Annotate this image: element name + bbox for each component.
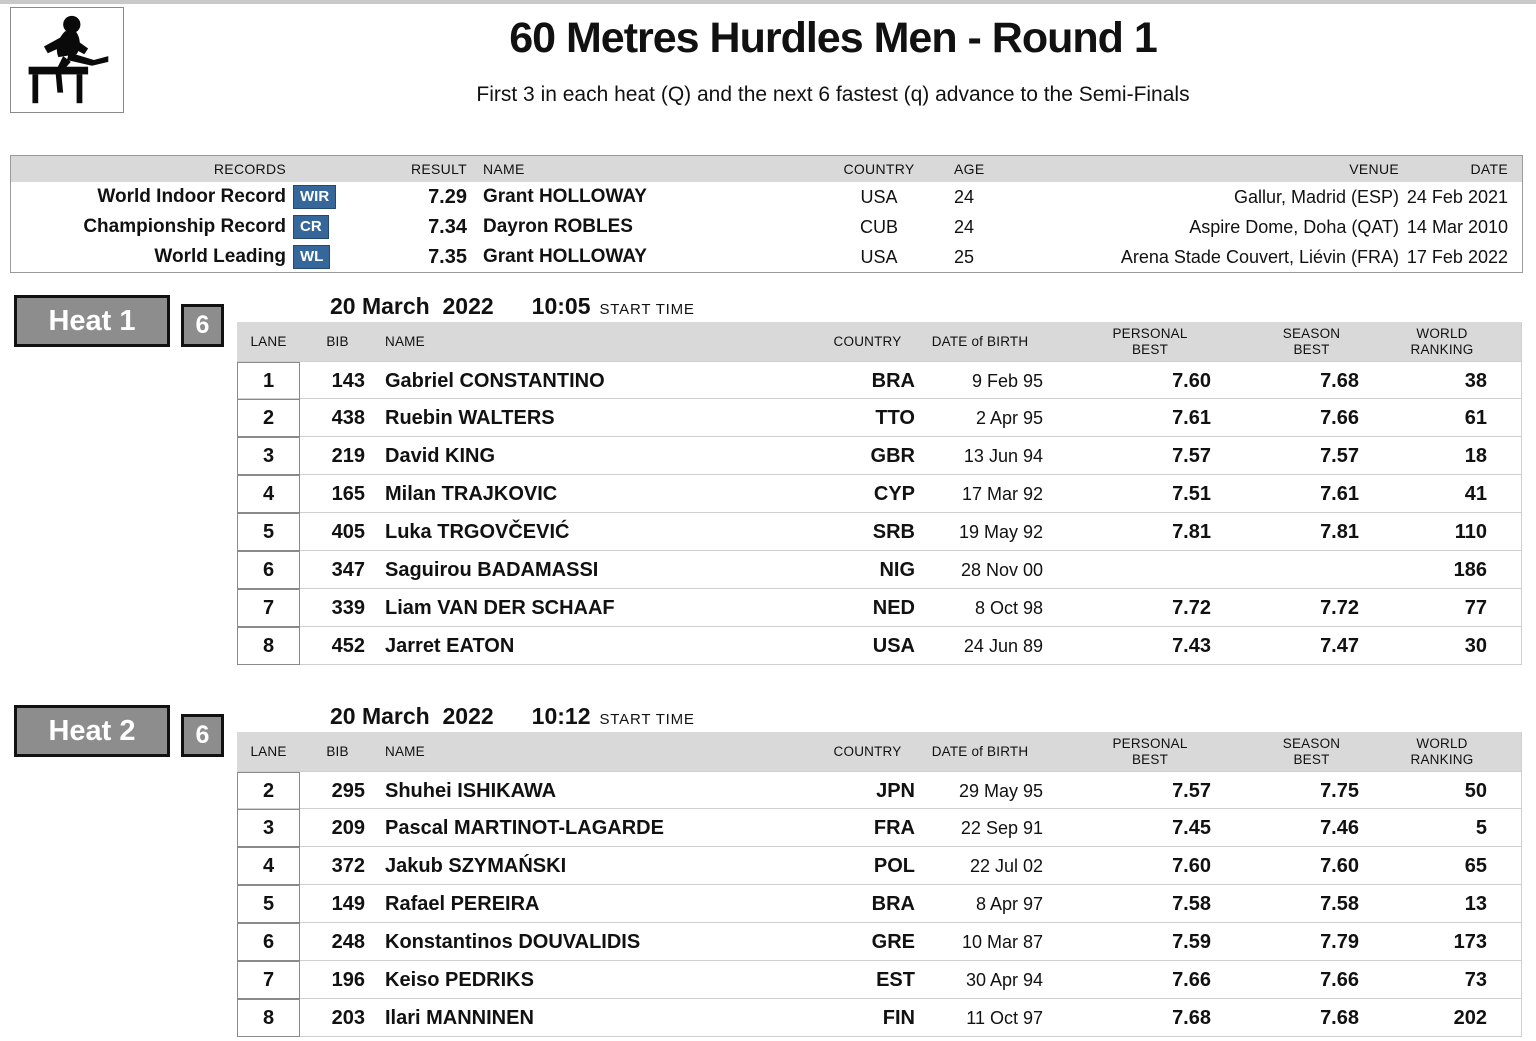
record-badge: WIR — [293, 185, 336, 209]
records-header-result: RESULT — [411, 161, 467, 177]
table-row — [237, 771, 1521, 809]
cell-bib: 149 — [331, 892, 365, 915]
record-result: 7.34 — [428, 215, 467, 238]
table-row — [237, 923, 1521, 961]
records-header-row — [11, 156, 1522, 182]
col-header-season-best — [1215, 326, 1363, 358]
cell-personal-best: 7.72 — [1172, 596, 1211, 619]
cell-world-ranking: 65 — [1464, 854, 1487, 877]
col-header-season-best-line1: SEASON — [1282, 735, 1341, 751]
cell-personal-best: 7.45 — [1172, 816, 1211, 839]
cell-bib: 209 — [331, 816, 365, 839]
cell-personal-best: 7.59 — [1172, 930, 1211, 953]
records-header-records: RECORDS — [213, 161, 286, 177]
cell-athlete-name: Pascal MARTINOT-LAGARDE — [385, 816, 664, 839]
hurdler-icon — [19, 12, 115, 108]
cell-date-of-birth: 22 Jul 02 — [969, 855, 1043, 876]
records-header-name: NAME — [483, 161, 525, 177]
cell-date-of-birth: 13 Jun 94 — [963, 445, 1043, 466]
col-header-country: COUNTRY — [833, 334, 902, 349]
cell-country: NIG — [879, 558, 915, 581]
cell-athlete-name: Gabriel CONSTANTINO — [385, 369, 605, 392]
record-label: Championship Record — [83, 216, 286, 237]
cell-world-ranking: 186 — [1453, 558, 1487, 581]
cell-lane: 6 — [237, 551, 300, 589]
heat-1-table-body — [237, 361, 1521, 665]
col-header-personal-best-line2: BEST — [1131, 341, 1169, 357]
heat-2-badge-box — [181, 714, 224, 757]
table-row — [237, 885, 1521, 923]
col-header-season-best-line2: BEST — [1293, 341, 1330, 357]
cell-personal-best: 7.61 — [1172, 406, 1211, 429]
cell-season-best: 7.81 — [1320, 520, 1359, 543]
heat-1-badge-glyph: 6 — [195, 311, 210, 339]
heat-2-label-box — [14, 705, 170, 757]
cell-lane: 4 — [237, 847, 300, 885]
top-divider — [0, 0, 1536, 4]
page-title: 60 Metres Hurdles Men - Round 1 — [509, 14, 1157, 62]
cell-lane: 3 — [237, 809, 300, 847]
cell-lane: 4 — [237, 475, 300, 513]
cell-season-best: 7.46 — [1320, 816, 1359, 839]
record-country: USA — [860, 246, 898, 267]
cell-country: CYP — [873, 482, 915, 505]
record-badge: CR — [293, 215, 329, 239]
record-badge-cell — [286, 245, 346, 269]
cell-season-best: 7.66 — [1320, 968, 1359, 991]
record-row — [11, 212, 1522, 242]
heat-1-label: Heat 1 — [48, 304, 136, 337]
cell-personal-best: 7.60 — [1172, 369, 1211, 392]
cell-country: SRB — [872, 520, 915, 543]
cell-athlete-name: Ruebin WALTERS — [385, 406, 555, 429]
cell-date-of-birth: 8 Apr 97 — [975, 893, 1043, 914]
cell-season-best: 7.75 — [1320, 779, 1359, 802]
cell-world-ranking: 173 — [1453, 930, 1487, 953]
heat-2-label: Heat 2 — [48, 714, 136, 747]
cell-personal-best: 7.60 — [1172, 854, 1211, 877]
record-label: World Indoor Record — [97, 186, 286, 207]
cell-world-ranking: 38 — [1464, 369, 1487, 392]
cell-bib: 295 — [331, 779, 365, 802]
table-row — [237, 589, 1521, 627]
cell-personal-best: 7.57 — [1172, 779, 1211, 802]
cell-date-of-birth: 24 Jun 89 — [963, 635, 1043, 656]
cell-bib: 143 — [331, 369, 365, 392]
cell-bib: 196 — [331, 968, 365, 991]
heat-2-start-time-label: START TIME — [599, 711, 695, 728]
cell-personal-best: 7.51 — [1172, 482, 1211, 505]
cell-personal-best: 7.68 — [1172, 1006, 1211, 1029]
table-row — [237, 399, 1521, 437]
heat-2-start-time: 10:12 — [531, 703, 591, 729]
cell-lane: 2 — [237, 399, 300, 437]
cell-date-of-birth: 19 May 92 — [958, 521, 1043, 542]
cell-season-best: 7.79 — [1320, 930, 1359, 953]
col-header-world-ranking-line2: RANKING — [1410, 341, 1474, 357]
col-header-name: NAME — [385, 334, 425, 349]
cell-country: NED — [872, 596, 915, 619]
cell-country: POL — [873, 854, 915, 877]
heat-1-meta — [330, 293, 695, 320]
col-header-dob: DATE of BIRTH — [931, 334, 1029, 349]
cell-lane: 8 — [237, 627, 300, 665]
heat-2-badge-glyph: 6 — [195, 721, 210, 749]
col-header-personal-best — [1045, 326, 1215, 358]
cell-country: TTO — [875, 406, 915, 429]
heat-1-table — [237, 322, 1522, 665]
cell-athlete-name: Konstantinos DOUVALIDIS — [385, 930, 641, 953]
record-athlete-name: Grant HOLLOWAY — [483, 186, 647, 207]
cell-season-best: 7.68 — [1320, 369, 1359, 392]
cell-athlete-name: Shuhei ISHIKAWA — [385, 779, 557, 802]
cell-season-best: 7.60 — [1320, 854, 1359, 877]
cell-personal-best: 7.58 — [1172, 892, 1211, 915]
cell-world-ranking: 61 — [1464, 406, 1487, 429]
record-result: 7.29 — [428, 185, 467, 208]
record-athlete-name: Dayron ROBLES — [483, 216, 633, 237]
record-venue: Aspire Dome, Doha (QAT) — [1189, 216, 1399, 237]
cell-date-of-birth: 22 Sep 91 — [960, 817, 1043, 838]
cell-country: USA — [872, 634, 915, 657]
cell-date-of-birth: 2 Apr 95 — [975, 407, 1043, 428]
cell-world-ranking: 18 — [1464, 444, 1487, 467]
heat-1-label-box — [14, 295, 170, 347]
col-header-world-ranking — [1363, 736, 1521, 768]
record-date: 17 Feb 2022 — [1406, 246, 1508, 267]
cell-date-of-birth: 8 Oct 98 — [974, 597, 1043, 618]
cell-date-of-birth: 11 Oct 97 — [966, 1007, 1043, 1028]
col-header-personal-best-line1: PERSONAL — [1112, 325, 1188, 341]
cell-season-best: 7.61 — [1320, 482, 1359, 505]
record-date: 14 Mar 2010 — [1406, 216, 1508, 237]
col-header-season-best-line1: SEASON — [1282, 325, 1341, 341]
records-header-venue: VENUE — [1349, 161, 1399, 177]
heat-2-table-body — [237, 771, 1521, 1037]
cell-world-ranking: 73 — [1464, 968, 1487, 991]
records-header-date: DATE — [1470, 161, 1508, 177]
col-header-world-ranking — [1363, 326, 1521, 358]
records-table — [10, 155, 1523, 273]
cell-lane: 5 — [237, 885, 300, 923]
cell-world-ranking: 30 — [1464, 634, 1487, 657]
cell-world-ranking: 110 — [1454, 520, 1487, 543]
cell-personal-best: 7.81 — [1172, 520, 1211, 543]
table-row — [237, 809, 1521, 847]
col-header-personal-best-line2: BEST — [1131, 751, 1169, 767]
cell-personal-best: 7.57 — [1172, 444, 1211, 467]
cell-date-of-birth: 10 Mar 87 — [961, 931, 1043, 952]
records-header-country: COUNTRY — [843, 161, 915, 177]
page-subtitle: First 3 in each heat (Q) and the next 6 fastest (q) advance to the Semi-Finals — [476, 83, 1190, 106]
record-age: 25 — [954, 246, 975, 267]
cell-world-ranking: 77 — [1464, 596, 1487, 619]
cell-world-ranking: 41 — [1464, 482, 1487, 505]
table-row — [237, 999, 1521, 1037]
table-row — [237, 475, 1521, 513]
cell-bib: 372 — [331, 854, 365, 877]
record-badge: WL — [293, 245, 330, 269]
table-row — [237, 437, 1521, 475]
event-icon-box — [10, 7, 124, 113]
table-row — [237, 847, 1521, 885]
record-country: USA — [860, 186, 898, 207]
col-header-world-ranking-line1: WORLD — [1416, 735, 1468, 751]
record-country: CUB — [859, 216, 898, 237]
col-header-lane: LANE — [250, 334, 287, 349]
records-header-age: AGE — [954, 161, 985, 177]
cell-country: JPN — [876, 779, 915, 802]
cell-season-best: 7.57 — [1320, 444, 1359, 467]
heat-2-table — [237, 732, 1522, 1037]
heat-1-start-time: 10:05 — [531, 293, 591, 319]
cell-country: GRE — [871, 930, 915, 953]
col-header-bib: BIB — [326, 334, 349, 349]
heat-2-table-header — [237, 732, 1521, 771]
cell-personal-best: 7.43 — [1172, 634, 1211, 657]
cell-lane: 7 — [237, 589, 300, 627]
record-badge-cell — [286, 215, 346, 239]
record-venue: Gallur, Madrid (ESP) — [1233, 186, 1399, 207]
cell-season-best: 7.58 — [1320, 892, 1359, 915]
record-badge-cell — [286, 185, 346, 209]
cell-season-best: 7.72 — [1320, 596, 1359, 619]
col-header-name: NAME — [385, 744, 425, 759]
cell-lane: 6 — [237, 923, 300, 961]
table-row — [237, 361, 1521, 399]
cell-athlete-name: Luka TRGOVČEVIĆ — [385, 520, 570, 543]
cell-season-best: 7.47 — [1320, 634, 1359, 657]
cell-world-ranking: 5 — [1475, 816, 1487, 839]
cell-lane: 5 — [237, 513, 300, 551]
cell-athlete-name: Liam VAN DER SCHAAF — [385, 596, 615, 619]
col-header-season-best-line2: BEST — [1293, 751, 1330, 767]
table-row — [237, 627, 1521, 665]
cell-bib: 203 — [331, 1006, 365, 1029]
cell-season-best: 7.68 — [1320, 1006, 1359, 1029]
col-header-world-ranking-line2: RANKING — [1410, 751, 1474, 767]
cell-date-of-birth: 17 Mar 92 — [961, 483, 1043, 504]
record-athlete-name: Grant HOLLOWAY — [483, 246, 647, 267]
cell-world-ranking: 50 — [1464, 779, 1487, 802]
record-age: 24 — [954, 186, 975, 207]
table-row — [237, 551, 1521, 589]
heat-1-table-header — [237, 322, 1521, 361]
col-header-bib: BIB — [326, 744, 349, 759]
col-header-personal-best — [1045, 736, 1215, 768]
cell-athlete-name: David KING — [385, 444, 496, 467]
cell-country: FIN — [882, 1006, 915, 1029]
cell-date-of-birth: 29 May 95 — [958, 780, 1043, 801]
heat-1-date: 20 March 2022 — [330, 293, 494, 319]
cell-season-best: 7.66 — [1320, 406, 1359, 429]
record-row — [11, 182, 1522, 212]
record-age: 24 — [954, 216, 975, 237]
cell-bib: 339 — [331, 596, 365, 619]
col-header-season-best — [1215, 736, 1363, 768]
cell-country: EST — [876, 968, 915, 991]
cell-lane: 8 — [237, 999, 300, 1037]
cell-world-ranking: 202 — [1453, 1006, 1487, 1029]
record-result: 7.35 — [428, 245, 467, 268]
cell-lane: 2 — [237, 772, 300, 810]
cell-athlete-name: Ilari MANNINEN — [385, 1006, 534, 1029]
record-venue: Arena Stade Couvert, Liévin (FRA) — [1120, 246, 1399, 267]
cell-lane: 3 — [237, 437, 300, 475]
cell-lane: 7 — [237, 961, 300, 999]
records-body — [11, 182, 1522, 272]
cell-bib: 248 — [331, 930, 365, 953]
record-date: 24 Feb 2021 — [1406, 186, 1508, 207]
cell-lane: 1 — [237, 362, 300, 400]
heat-1-start-time-label: START TIME — [599, 301, 695, 318]
cell-bib: 438 — [331, 406, 365, 429]
cell-date-of-birth: 28 Nov 00 — [960, 559, 1043, 580]
col-header-dob: DATE of BIRTH — [931, 744, 1029, 759]
cell-athlete-name: Rafael PEREIRA — [385, 892, 540, 915]
cell-country: BRA — [871, 369, 915, 392]
cell-world-ranking: 13 — [1464, 892, 1487, 915]
cell-bib: 405 — [331, 520, 365, 543]
cell-athlete-name: Milan TRAJKOVIC — [385, 482, 558, 505]
record-row — [11, 242, 1522, 272]
cell-athlete-name: Jarret EATON — [385, 634, 515, 657]
cell-bib: 219 — [331, 444, 365, 467]
cell-bib: 347 — [331, 558, 365, 581]
heat-1-badge-box — [181, 304, 224, 347]
cell-athlete-name: Keiso PEDRIKS — [385, 968, 534, 991]
cell-country: BRA — [871, 892, 915, 915]
cell-date-of-birth: 9 Feb 95 — [971, 370, 1043, 391]
cell-personal-best: 7.66 — [1172, 968, 1211, 991]
cell-country: GBR — [870, 444, 915, 467]
heat-2-date: 20 March 2022 — [330, 703, 494, 729]
cell-date-of-birth: 30 Apr 94 — [965, 969, 1043, 990]
col-header-lane: LANE — [250, 744, 287, 759]
cell-athlete-name: Jakub SZYMAŃSKI — [385, 854, 567, 877]
table-row — [237, 961, 1521, 999]
col-header-country: COUNTRY — [833, 744, 902, 759]
cell-country: FRA — [873, 816, 915, 839]
col-header-personal-best-line1: PERSONAL — [1112, 735, 1188, 751]
table-row — [237, 513, 1521, 551]
cell-bib: 165 — [331, 482, 365, 505]
heat-2-meta — [330, 703, 695, 730]
cell-athlete-name: Saguirou BADAMASSI — [385, 558, 599, 581]
col-header-world-ranking-line1: WORLD — [1416, 325, 1468, 341]
cell-bib: 452 — [331, 634, 365, 657]
record-label: World Leading — [154, 246, 286, 267]
